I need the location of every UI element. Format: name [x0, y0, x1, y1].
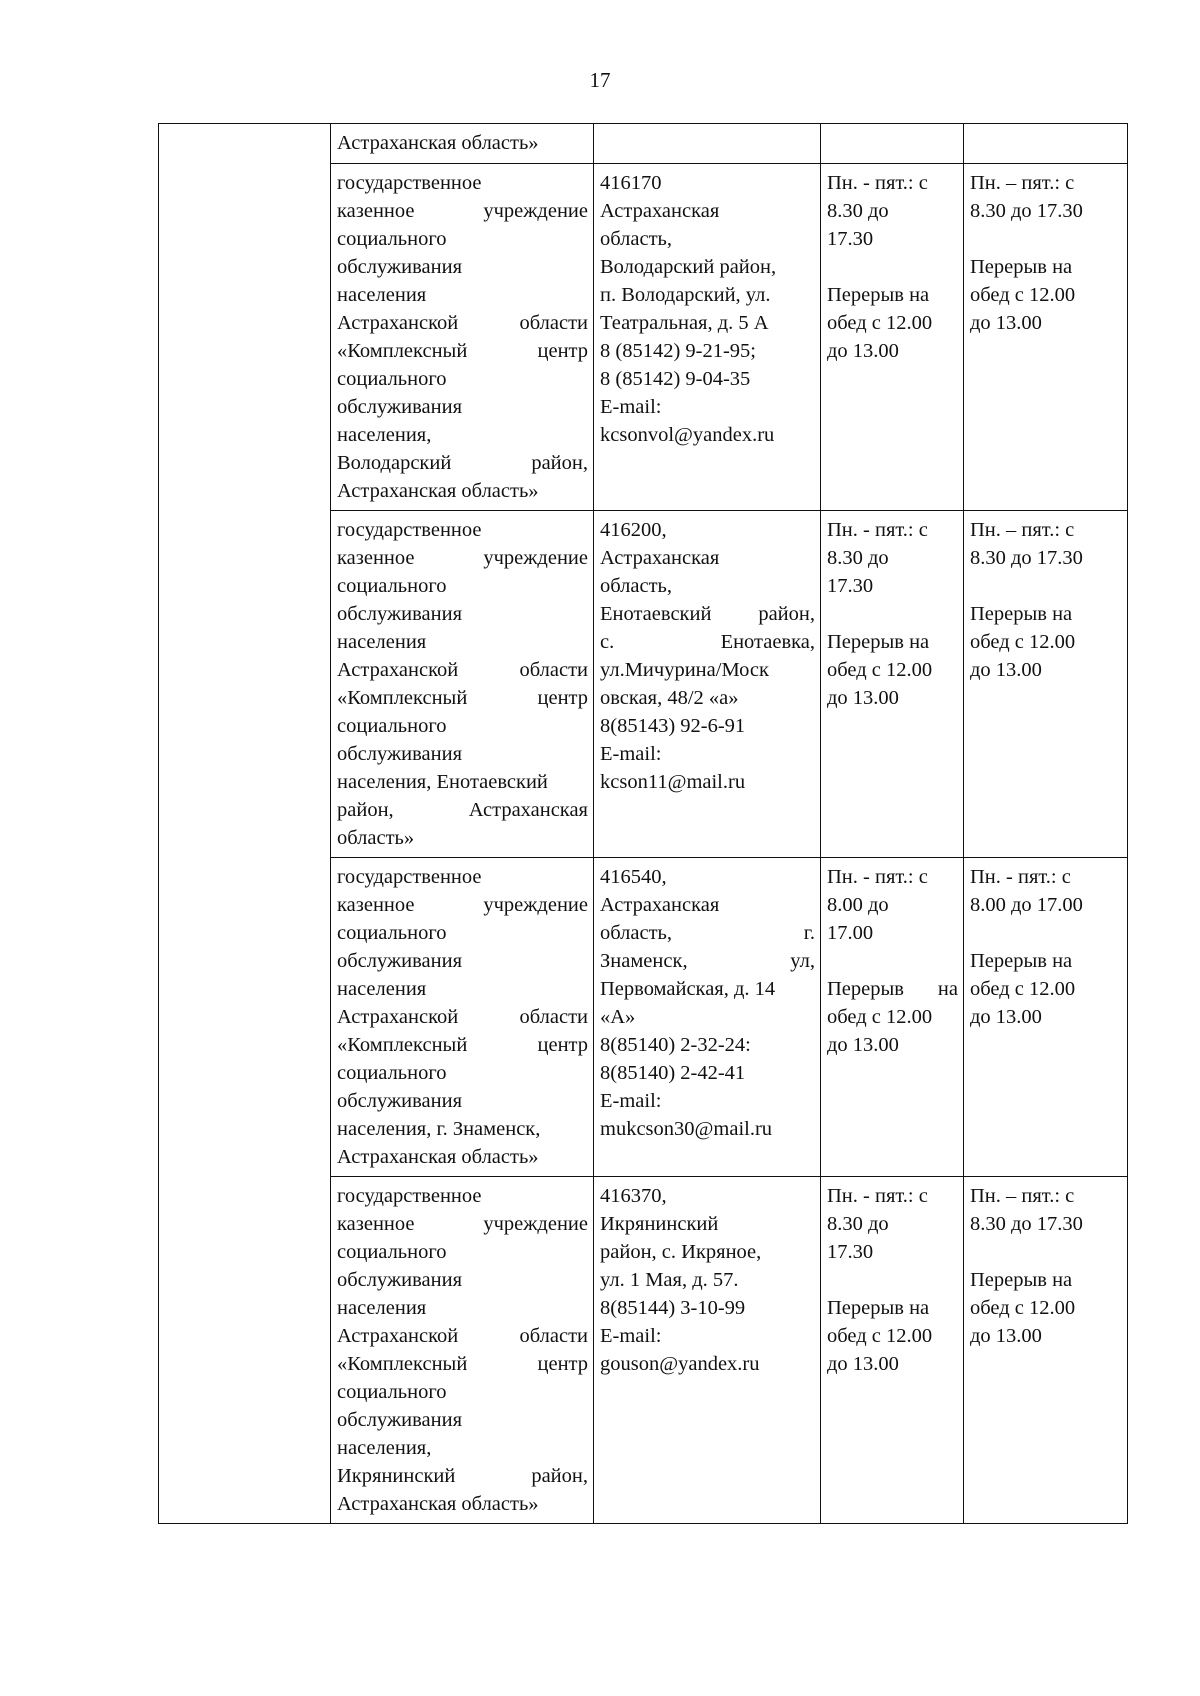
text-line: обслуживания: [337, 603, 463, 625]
text-line: казенное учреждение: [337, 1213, 588, 1235]
text-line: 8.30 до 17.30: [970, 547, 1083, 569]
text-line: Астраханской области: [337, 1006, 588, 1028]
working-hours-cell: [821, 164, 964, 511]
text-line: область»: [337, 827, 415, 849]
text-line: Енотаевский район,: [600, 603, 815, 625]
text-line: населения: [337, 1297, 427, 1319]
text-line: до 13.00: [827, 1034, 899, 1056]
text-line: E-mail:: [600, 1090, 662, 1112]
text-line: 8 (85142) 9-21-95;: [600, 340, 757, 362]
text-line: 416200,: [600, 519, 667, 541]
text-line: обед с 12.00: [970, 284, 1076, 306]
text-line: населения, г. Знаменск,: [337, 1118, 541, 1140]
text-line: E-mail:: [600, 1325, 662, 1347]
text-line: обед с 12.00: [970, 978, 1076, 1000]
text-line: Пн. - пят.: с: [827, 519, 928, 541]
reception-hours-cell: [964, 511, 1128, 858]
organization-cell: [331, 511, 594, 858]
reception-hours-cell: [964, 164, 1128, 511]
text-line: 8 (85142) 9-04-35: [600, 368, 751, 390]
text-line: gouson@yandex.ru: [600, 1353, 760, 1375]
text-line: социального: [337, 575, 447, 597]
text-line: E-mail:: [600, 743, 662, 765]
text-line: государственное: [337, 1185, 482, 1207]
text-line: с. Енотаевка,: [600, 631, 815, 653]
organization-cell: [331, 1177, 594, 1524]
text-line: обед с 12.00: [970, 631, 1076, 653]
text-line: 8.30 до: [827, 200, 889, 222]
text-line: до 13.00: [970, 1325, 1042, 1347]
text-line: Астраханская область»: [337, 1146, 539, 1168]
text-line: Знаменск, ул,: [600, 950, 815, 972]
text-line: социального: [337, 1062, 447, 1084]
text-line: Володарский район,: [337, 452, 588, 474]
text-line: обслуживания: [337, 1409, 463, 1431]
text-line: Астраханская: [600, 547, 720, 569]
text-line: обед с 12.00: [827, 1325, 933, 1347]
text-line: mukcson30@mail.ru: [600, 1118, 773, 1140]
text-line: Володарский район,: [600, 256, 777, 278]
text-line: Астраханская область»: [337, 1493, 539, 1515]
text-line: область,: [600, 575, 673, 597]
text-line: 8(85140) 2-42-41: [600, 1062, 746, 1084]
text-line: обед с 12.00: [827, 659, 933, 681]
text-line: до 13.00: [827, 687, 899, 709]
organization-cell: [331, 164, 594, 511]
address-cell: [594, 1177, 821, 1524]
blank-line: [970, 919, 1122, 947]
text-line: Пн. – пят.: с: [970, 1185, 1075, 1207]
text-line: «Комплексный центр: [337, 340, 588, 362]
text-line: 8.00 до: [827, 894, 889, 916]
text-line: 8.00 до 17.00: [970, 894, 1083, 916]
text-line: обслуживания: [337, 256, 463, 278]
text-line: «Комплексный центр: [337, 687, 588, 709]
text-line: обед с 12.00: [827, 312, 933, 334]
text-line: Икрянинский район,: [337, 1465, 588, 1487]
blank-line: [827, 600, 958, 628]
text-line: «Комплексный центр: [337, 1353, 588, 1375]
text-line: 8.30 до: [827, 1213, 889, 1235]
text-line: населения,: [337, 1437, 432, 1459]
text-line: Перерыв на: [970, 603, 1073, 625]
text-line: казенное учреждение: [337, 547, 588, 569]
text-line: Перерыв на: [827, 978, 958, 1000]
text-line: государственное: [337, 172, 482, 194]
text-line: государственное: [337, 866, 482, 888]
blank-line: [970, 225, 1122, 253]
text-line: Икрянинский: [600, 1213, 719, 1235]
text-line: обслуживания: [337, 743, 463, 765]
reception-hours-cell: [964, 1177, 1128, 1524]
text-line: kcson11@mail.ru: [600, 771, 746, 793]
text-line: Астраханская: [600, 200, 720, 222]
text-line: социального: [337, 1381, 447, 1403]
text-line: Пн. – пят.: с: [970, 519, 1075, 541]
text-line: район, с. Икряное,: [600, 1241, 762, 1263]
text-line: Перерыв на: [827, 1297, 930, 1319]
text-line: обслуживания: [337, 396, 463, 418]
working-hours-cell: [821, 511, 964, 858]
text-line: ул.Мичурина/Моск: [600, 659, 769, 681]
text-line: область,: [600, 228, 673, 250]
text-line: 8(85144) 3-10-99: [600, 1297, 746, 1319]
text-line: до 13.00: [827, 1353, 899, 1375]
text-line: обед с 12.00: [827, 1006, 933, 1028]
text-line: Перерыв на: [827, 631, 930, 653]
text-line: Астраханская: [600, 894, 720, 916]
text-line: п. Володарский, ул.: [600, 284, 771, 306]
working-hours-cell: [821, 124, 964, 164]
text-line: 8.30 до 17.30: [970, 200, 1083, 222]
text-line: ул. 1 Мая, д. 57.: [600, 1269, 739, 1291]
text-line: казенное учреждение: [337, 200, 588, 222]
blank-line: [827, 947, 958, 975]
organization-cell: [331, 858, 594, 1177]
text-line: социального: [337, 922, 447, 944]
text-line: 8(85143) 92-6-91: [600, 715, 746, 737]
text-line: 17.30: [827, 575, 874, 597]
text-line: обед с 12.00: [970, 1297, 1076, 1319]
text-line: овская, 48/2 «а»: [600, 687, 739, 709]
address-cell: [594, 511, 821, 858]
text-line: населения: [337, 978, 427, 1000]
text-line: социального: [337, 228, 447, 250]
blank-line: [827, 1266, 958, 1294]
text-line: 416540,: [600, 866, 667, 888]
institutions-table: [158, 123, 1128, 1524]
text-line: до 13.00: [970, 1006, 1042, 1028]
text-line: 17.30: [827, 228, 874, 250]
text-line: kcsonvol@yandex.ru: [600, 424, 775, 446]
page-number: 17: [589, 68, 611, 92]
text-line: населения: [337, 284, 427, 306]
text-line: Пн. - пят.: с: [827, 1185, 928, 1207]
text-line: социального: [337, 368, 447, 390]
text-line: населения,: [337, 424, 432, 446]
text-line: обслуживания: [337, 950, 463, 972]
text-line: казенное учреждение: [337, 894, 588, 916]
text-line: социального: [337, 1241, 447, 1263]
text-line: 8.30 до: [827, 547, 889, 569]
text-line: Первомайская, д. 14: [600, 978, 776, 1000]
text-line: «А»: [600, 1006, 636, 1028]
reception-hours-cell: [964, 124, 1128, 164]
text-line: Перерыв на: [827, 284, 930, 306]
text-line: до 13.00: [970, 312, 1042, 334]
text-line: 416370,: [600, 1185, 667, 1207]
working-hours-cell: [821, 858, 964, 1177]
text-line: обслуживания: [337, 1090, 463, 1112]
text-line: Перерыв на: [970, 950, 1073, 972]
blank-line: [970, 1238, 1122, 1266]
text-line: Перерыв на: [970, 256, 1073, 278]
text-line: 17.00: [827, 922, 874, 944]
text-line: 17.30: [827, 1241, 874, 1263]
text-line: Астраханской области: [337, 312, 588, 334]
text-line: населения, Енотаевский: [337, 771, 548, 793]
text-line: Перерыв на: [970, 1269, 1073, 1291]
text-line: Пн. - пят.: с: [970, 866, 1071, 888]
table-body: [159, 124, 1128, 1524]
text-line: государственное: [337, 519, 482, 541]
text-line: Пн. - пят.: с: [827, 172, 928, 194]
empty-cell: [159, 124, 331, 1524]
text-line: социального: [337, 715, 447, 737]
text-line: населения: [337, 631, 427, 653]
text-line: район, Астраханская: [337, 799, 588, 821]
working-hours-cell: [821, 1177, 964, 1524]
text-line: Астраханская область»: [337, 132, 539, 154]
text-line: «Комплексный центр: [337, 1034, 588, 1056]
text-line: Театральная, д. 5 А: [600, 312, 769, 334]
text-line: обслуживания: [337, 1269, 463, 1291]
text-line: до 13.00: [827, 340, 899, 362]
text-line: 8.30 до 17.30: [970, 1213, 1083, 1235]
text-line: Астраханская область»: [337, 480, 539, 502]
address-cell: [594, 124, 821, 164]
text-line: Пн. – пят.: с: [970, 172, 1075, 194]
blank-line: [970, 572, 1122, 600]
text-line: Астраханской области: [337, 659, 588, 681]
text-line: 416170: [600, 172, 662, 194]
text-line: 8(85140) 2-32-24:: [600, 1034, 751, 1056]
text-line: Пн. - пят.: с: [827, 866, 928, 888]
blank-line: [827, 253, 958, 281]
table-row: [159, 124, 1128, 164]
organization-cell: [331, 124, 594, 164]
text-line: Астраханской области: [337, 1325, 588, 1347]
reception-hours-cell: [964, 858, 1128, 1177]
address-cell: [594, 164, 821, 511]
text-line: область, г.: [600, 922, 815, 944]
address-cell: [594, 858, 821, 1177]
text-line: E-mail:: [600, 396, 662, 418]
text-line: до 13.00: [970, 659, 1042, 681]
